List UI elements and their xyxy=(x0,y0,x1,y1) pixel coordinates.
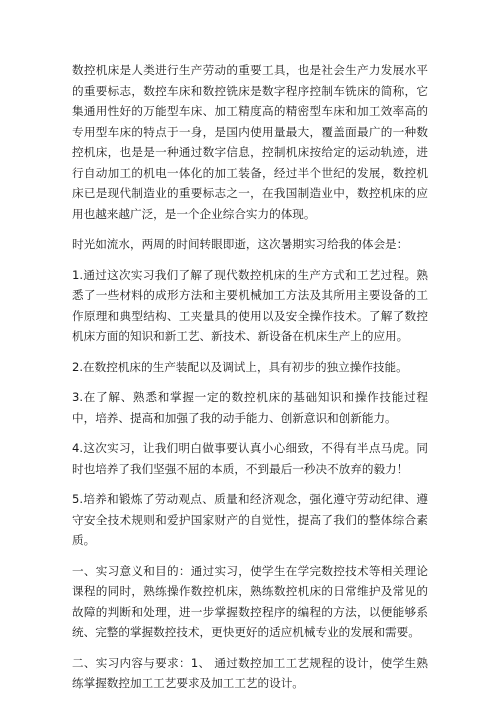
takeaway-item-1: 1.通过这次实习我们了解了现代数控机床的生产方式和工艺过程。熟悉了一些材料的成形方法和主要机械加工方法及其所用主要设备的工作原理和典型结构、工夹量具的使用以及安全操作技术。了解了数控机床方面的知识和新工艺、新技术、新设备在机床生产上的应用。 xyxy=(72,267,428,343)
takeaway-item-2: 2.在数控机床的生产装配以及调试上，具有初步的独立操作技能。 xyxy=(72,359,408,374)
section-purpose-paragraph: 一、实习意义和目的：通过实习，使学生在学完数控技术等相关理论课程的同时，熟练操作数控机床，熟练数控机床的日常维护及常见的故障的判断和处理，进一步掌握数控程序的编程的方法，以便能够系统、完整的掌握数控技术，更快更好的适应机械专业的发展和需要。 xyxy=(72,563,428,639)
transition-paragraph: 时光如流水，两周的时间转眼即逝，这次暑期实习给我的体会是： xyxy=(72,237,409,251)
intro-paragraph: 数控机床是人类进行生产劳动的重要工具，也是社会生产力发展水平的重要标志，数控车床和数控铣床是数字程序控制车铣床的简称，它集通用性好的万能型车床、加工精度高的精密型车床和加工效率高的专用型车床的特点于一身，是国内使用量最大，覆盖面最广的一种数控机床，也是是一种通过数字信息，控制机床按给定的运动轨迹，进行自动加工的机电一体化的加工装备，经过半个世纪的发展，数控机床已是现代制造业的重要标志之一，在我国制造业中，数控机床的应用也越来越广泛，是一个企业综合实力的体现。 xyxy=(72,63,428,221)
takeaway-item-4: 4.这次实习，让我们明白做事要认真小心细致，不得有半点马虎。同时也培养了我们坚强不屈的本质，不到最后一秒决不放弃的毅力！ xyxy=(72,441,428,476)
section-content-paragraph: 二、实习内容与要求：1、 通过数控加工工艺规程的设计，使学生熟练掌握数控加工工艺要求及加工工艺的设计。 xyxy=(72,655,428,690)
takeaway-item-3: 3.在了解、熟悉和掌握一定的数控机床的基础知识和操作技能过程中，培养、提高和加强了我的动手能力、创新意识和创新能力。 xyxy=(72,390,428,425)
document-body xyxy=(72,60,428,704)
takeaway-item-5: 5.培养和锻炼了劳动观点、质量和经济观念，强化遵守劳动纪律、遵守安全技术规则和爱护国家财产的自觉性，提高了我们的整体综合素质。 xyxy=(72,492,428,547)
